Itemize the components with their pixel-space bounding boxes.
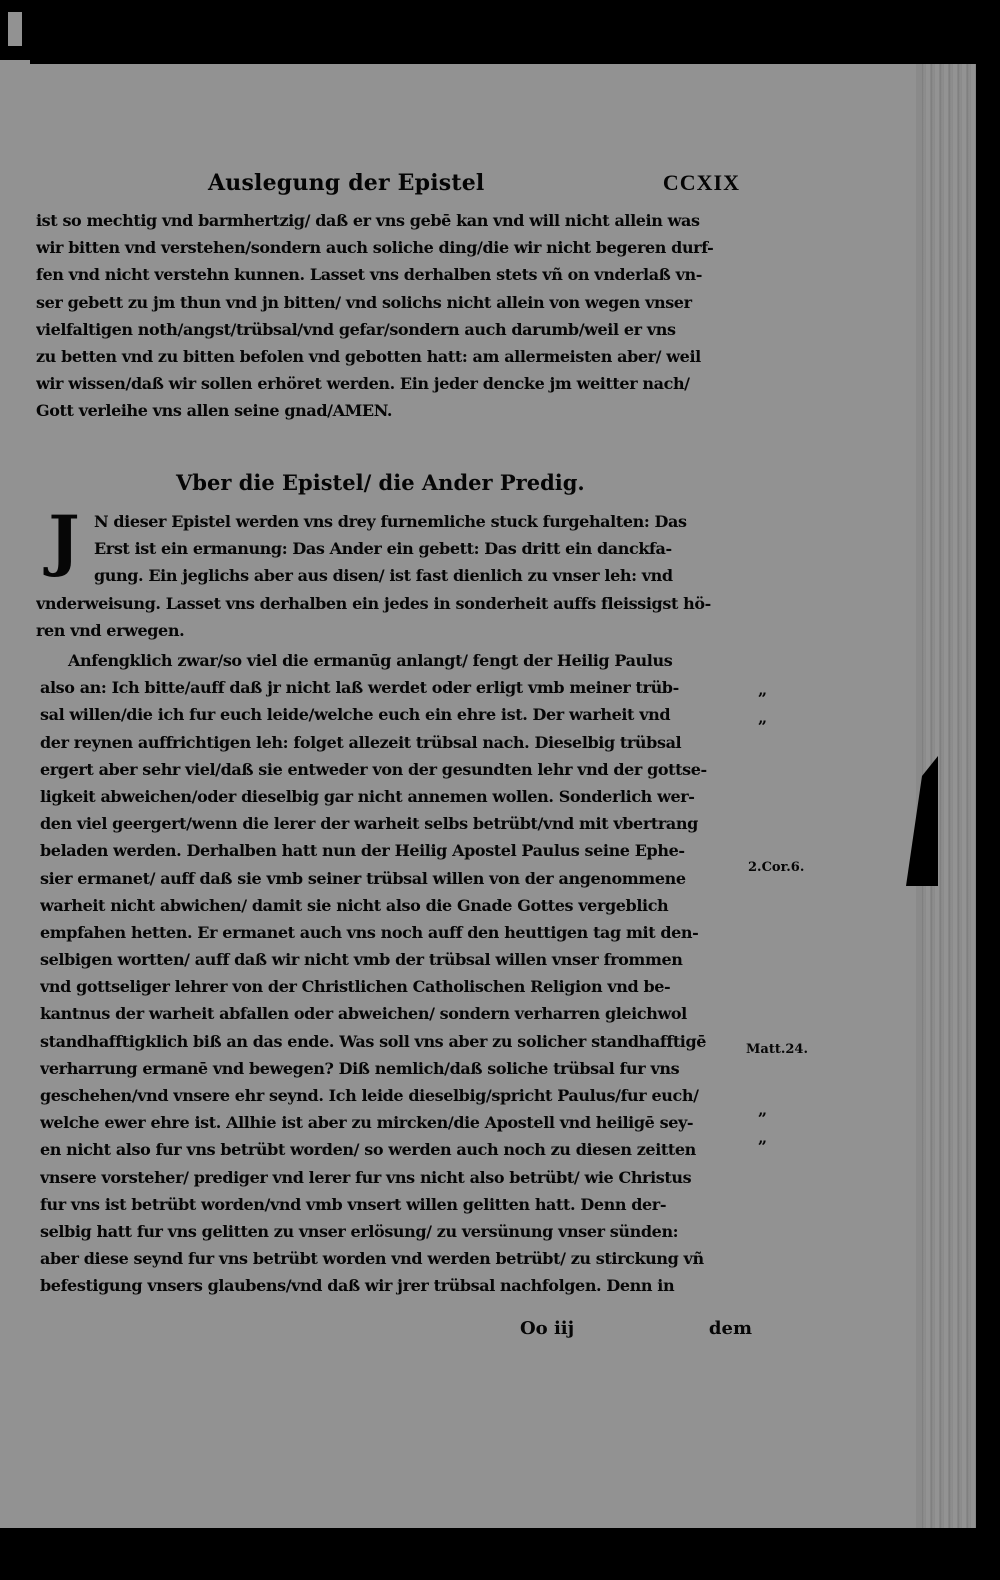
text-line: Anfengklich zwar/so viel die ermanūg anlangt/ fengt der Heilig Paulus	[68, 651, 673, 670]
text-line: sal willen/die ich fur euch leide/welche euch ein ehre ist. Der warheit vnd	[40, 705, 671, 725]
text-line: empfahen hetten. Er ermanet auch vns noch auff den heuttigen tag mit den-	[40, 922, 699, 942]
catchword: dem	[708, 1318, 752, 1339]
top-shadow-band	[30, 30, 976, 64]
text-line: warheit nicht abwichen/ damit sie nicht also die Gnade Gottes vergeblich	[40, 895, 669, 915]
text-line: N dieser Epistel werden vns drey furnemliche stuck furgehalten: Das	[94, 512, 687, 531]
page-header	[200, 170, 740, 204]
text-line: zu betten vnd zu bitten befolen vnd gebotten hatt: am allermeisten aber/ weil	[36, 346, 701, 366]
text-line: beladen werden. Derhalben hatt nun der Heilig Apostel Paulus seine Ephe-	[40, 841, 685, 861]
text-line: wir bitten vnd verstehen/sondern auch soliche ding/die wir nicht begeren durf-	[36, 238, 714, 258]
text-line: sier ermanet/ auff daß sie vmb seiner trübsal willen von der angenommene	[40, 868, 686, 888]
text-line: ser gebett zu jm thun vnd jn bitten/ vnd solichs nicht allein von wegen vnser	[36, 292, 692, 312]
text-line: fen vnd nicht verstehn kunnen. Lasset vns derhalben stets vñ on vnderlaß vn-	[36, 265, 702, 285]
text-line: der reynen auffrichtigen leh: folget allezeit trübsal nach. Dieselbig trübsal	[40, 732, 682, 752]
page-fold-shadow	[906, 756, 938, 886]
text-line: vnd gottseliger lehrer von der Christlichen Catholischen Religion vnd be-	[40, 977, 671, 997]
folio-number: CCXIX	[662, 170, 740, 195]
text-line: vnderweisung. Lasset vns derhalben ein jedes in sonderheit auffs fleissigst hö-	[36, 593, 711, 613]
continued-paragraph	[36, 207, 736, 425]
body-paragraph	[40, 647, 750, 1300]
text-line: wir wissen/daß wir sollen erhöret werden. Ein jeder dencke jm weitter nach/	[36, 374, 690, 394]
marginal-reference-matt: Matt.24.	[746, 1042, 808, 1057]
text-line: vnsere vorsteher/ prediger vnd lerer fur vns nicht also betrübt/ wie Christus	[40, 1167, 692, 1187]
text-line: selbigen wortten/ auff daß wir nicht vmb der trübsal willen vnser frommen	[40, 950, 683, 970]
page-footer	[520, 1318, 752, 1346]
bottom-shadow-band	[0, 1528, 1000, 1580]
text-line: Gott verleihe vns allen seine gnad/AMEN.	[36, 401, 393, 421]
section-heading: Vber die Epistel/ die Ander Predig.	[176, 470, 585, 495]
text-line: also an: Ich bitte/auff daß jr nicht laß werdet oder erligt vmb meiner trüb-	[40, 678, 679, 698]
marginal-reference-cor: 2.Cor.6.	[748, 860, 805, 875]
text-line: verharrung ermanē vnd bewegen? Diß nemlich/daß soliche trübsal fur vns	[40, 1058, 680, 1078]
running-head: Auslegung der Epistel	[208, 170, 485, 196]
text-line: ren vnd erwegen.	[36, 620, 185, 640]
text-line: geschehen/vnd vnsere ehr seynd. Ich leide dieselbig/spricht Paulus/fur euch/	[40, 1086, 699, 1105]
intro-paragraph	[36, 501, 736, 644]
text-line: befestigung vnsers glaubens/vnd daß wir jrer trübsal nachfolgen. Denn in	[40, 1276, 675, 1296]
text-line: vielfaltigen noth/angst/trübsal/vnd gefar/sondern auch darumb/weil er vns	[36, 319, 676, 339]
top-left-shadow	[0, 0, 140, 60]
text-line: ergert aber sehr viel/daß sie entweder von der gesundten lehr vnd der gottse-	[40, 759, 707, 779]
text-line: ist so mechtig vnd barmhertzig/ daß er vns gebē kan vnd will nicht allein was	[36, 211, 700, 230]
drop-cap-initial: J	[48, 501, 80, 579]
text-line: en nicht also fur vns betrübt worden/ so werden auch noch zu diesen zeitten	[40, 1140, 696, 1160]
text-line: fur vns ist betrübt worden/vnd vmb vnsert willen gelitten hatt. Denn der-	[40, 1194, 667, 1214]
text-line: ligkeit abweichen/oder dieselbig gar nicht annemen wollen. Sonderlich wer-	[40, 786, 695, 806]
text-line: Erst ist ein ermanung: Das Ander ein gebett: Das dritt ein danckfa-	[94, 539, 672, 559]
signature-mark: Oo iij	[520, 1318, 575, 1339]
text-line: gung. Ein jeglichs aber aus disen/ ist fast dienlich zu vnser leh: vnd	[94, 566, 673, 586]
marginal-quote-mark: „	[758, 1100, 768, 1119]
text-line: selbig hatt fur vns gelitten zu vnser erlösung/ zu versünung vnser sünden:	[40, 1221, 679, 1241]
marginal-quote-mark: „	[758, 1128, 768, 1147]
marginal-quote-mark: „	[758, 708, 768, 727]
text-line: aber diese seynd fur vns betrübt worden vnd werden betrübt/ zu stirckung vñ	[40, 1249, 704, 1269]
marginal-quote-mark: „	[758, 680, 768, 699]
text-line: standhafftigklich biß an das ende. Was soll vns aber zu solicher standhafftigē	[40, 1031, 707, 1051]
text-line: welche ewer ehre ist. Allhie ist aber zu mircken/die Apostell vnd heiligē sey-	[40, 1113, 694, 1133]
text-line: kantnus der warheit abfallen oder abweichen/ sondern verharren gleichwol	[40, 1004, 687, 1024]
top-left-notch	[8, 12, 22, 46]
text-line: den viel geergert/wenn die lerer der warheit selbs betrübt/vnd mit vbertrang	[40, 814, 698, 834]
